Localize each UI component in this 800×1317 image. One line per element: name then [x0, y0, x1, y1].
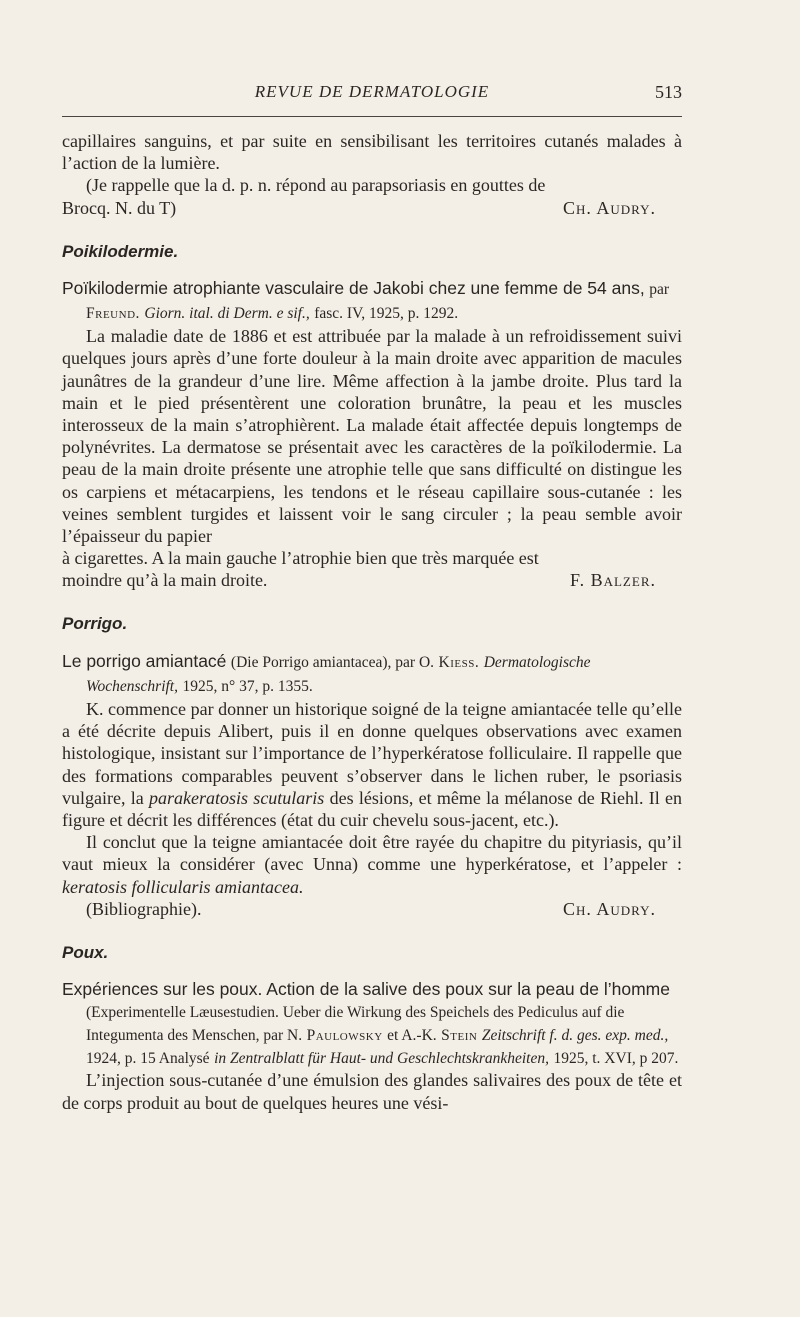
translator-note-line1: (Je rappelle que la d. p. n. répond au parapsoriasis en gouttes de: [86, 175, 546, 196]
ref-et: et A.-K.: [387, 1027, 437, 1045]
article-body-text: Il conclut que la teigne amiantacée doit être rayée du chapitre du pityriasis, qu’il vaut mieux la considérer (avec Unna) comme une hyperkératose, et l’appeler :: [62, 832, 682, 875]
section-heading-porrigo: Porrigo.: [62, 614, 128, 634]
translator-note-signature-line: [62, 197, 682, 219]
ref-details: 1924, p. 15 Analysé: [86, 1050, 210, 1068]
translator-note-line2: Brocq. N. du T): [62, 197, 177, 218]
ref-original-title: (Experimentelle Læusestudien. Ueber die Wirkung des Speichels des Pediculus auf die Integumenta des Menschen, par N.: [86, 1004, 625, 1045]
article-body: L’injection sous-cutanée d’une émulsion des glandes salivaires des poux de tête et de corps produit au bout de quelques heures une vési-: [62, 1070, 682, 1113]
article-body-line: à cigarettes. A la main gauche l’atrophie bien que très marquée est: [62, 548, 539, 569]
ref-author: Stein: [441, 1027, 478, 1045]
page-header: [62, 82, 682, 108]
ref-author: Freund.: [86, 305, 140, 323]
article-body-text: K. commence par donner un historique soigné de la teigne amiantacée telle qu’elle a été décrite depuis Alibert, puis il en donne quelques observations avec examen histologique, insistant sur l’importance de l’hyperkératose folliculaire. Il rappelle que des formations comparables peuvent s’observer dans le lichen ruber, le psoriasis vulgaire, la: [62, 699, 682, 808]
ref-details: 1925, t. XVI, p 207.: [553, 1050, 679, 1068]
article-reference: [62, 978, 682, 1069]
ref-author: Kiess.: [438, 653, 480, 671]
article-title: Le porrigo amiantacé: [62, 650, 227, 671]
ref-original-title: (Die Porrigo amiantacea), par O.: [230, 653, 435, 671]
ref-abstract-source: in Zentralblatt für Haut- und Geschlechtskrankheiten,: [214, 1050, 549, 1068]
article-body: La maladie date de 1886 et est attribuée par la malade à un refroidissement suivi quelques jours après d’une forte douleur à la main droite avec apparition de macules jaunâtres de la grandeur d’une lire. Même affection à la jambe droite. Plus tard la main et le pied présentèrent une coloration brunâtre, la peau et les muscles interosseux de la main s’atrophièrent. La malade était affectée depuis longtemps de polynévrites. La dermatose se présentait avec les caractères de la poïkilodermie. La peau de la main droite présente une atrophie telle que sans difficulté on distingue les os carpiens et métacarpiens, les tendons et le réseau capillaire sous-cutanée : les veines semblent turgides et laissent voir le sang circuler ; la peau semble avoir l’épaisseur du papier: [62, 326, 682, 547]
bibliography-note: (Bibliographie).: [86, 898, 202, 919]
header-rule: [62, 116, 682, 117]
ref-journal: Giorn. ital. di Derm. e sif.,: [144, 305, 310, 323]
ref-par: par: [649, 280, 669, 298]
article-body-final-line: moindre qu’à la main droite.: [62, 570, 268, 591]
porrigo-signature-line: [62, 898, 682, 920]
section-heading-poikilodermie: Poikilodermie.: [62, 241, 179, 261]
ref-details: 1925, n° 37, p. 1355.: [182, 677, 313, 695]
article-title: Poïkilodermie atrophiante vasculaire de Jakobi chez une femme de 54 ans,: [62, 277, 645, 298]
article-reference: [62, 650, 682, 698]
article-term: parakeratosis scutularis: [149, 787, 325, 808]
author-signature: Ch. Audry.: [562, 197, 656, 218]
article-term: keratosis follicularis amiantacea.: [62, 876, 304, 897]
ref-author: Paulowsky: [306, 1027, 383, 1045]
article-body: [62, 698, 682, 831]
poikilodermie-signature-line: [62, 569, 682, 591]
author-signature: F. Balzer.: [570, 570, 656, 591]
ref-journal: Dermatologische Wochenschrift,: [86, 653, 591, 695]
article-title: Expériences sur les poux. Action de la salive des poux sur la peau de l’homme: [62, 979, 670, 1000]
section-heading-poux: Poux.: [62, 942, 109, 962]
ref-details: fasc. IV, 1925, p. 1292.: [314, 305, 459, 323]
intro-paragraph: capillaires sanguins, et par suite en sensibilisant les territoires cutanés malades à l’action de la lumière.: [62, 131, 682, 174]
ref-journal: Zeitschrift f. d. ges. exp. med.,: [481, 1027, 669, 1045]
running-title: REVUE DE DERMATOLOGIE: [254, 82, 490, 101]
article-body-text: des lésions, et même la mélanose de Riehl. Il en figure et décrit les différences (état du cuir chevelu sous-jacent, etc.).: [62, 787, 683, 831]
article-reference: [62, 277, 682, 325]
author-signature: Ch. Audry.: [562, 898, 656, 919]
page-content: [62, 130, 682, 1114]
article-body: [62, 831, 682, 898]
page-number: 513: [655, 82, 682, 102]
